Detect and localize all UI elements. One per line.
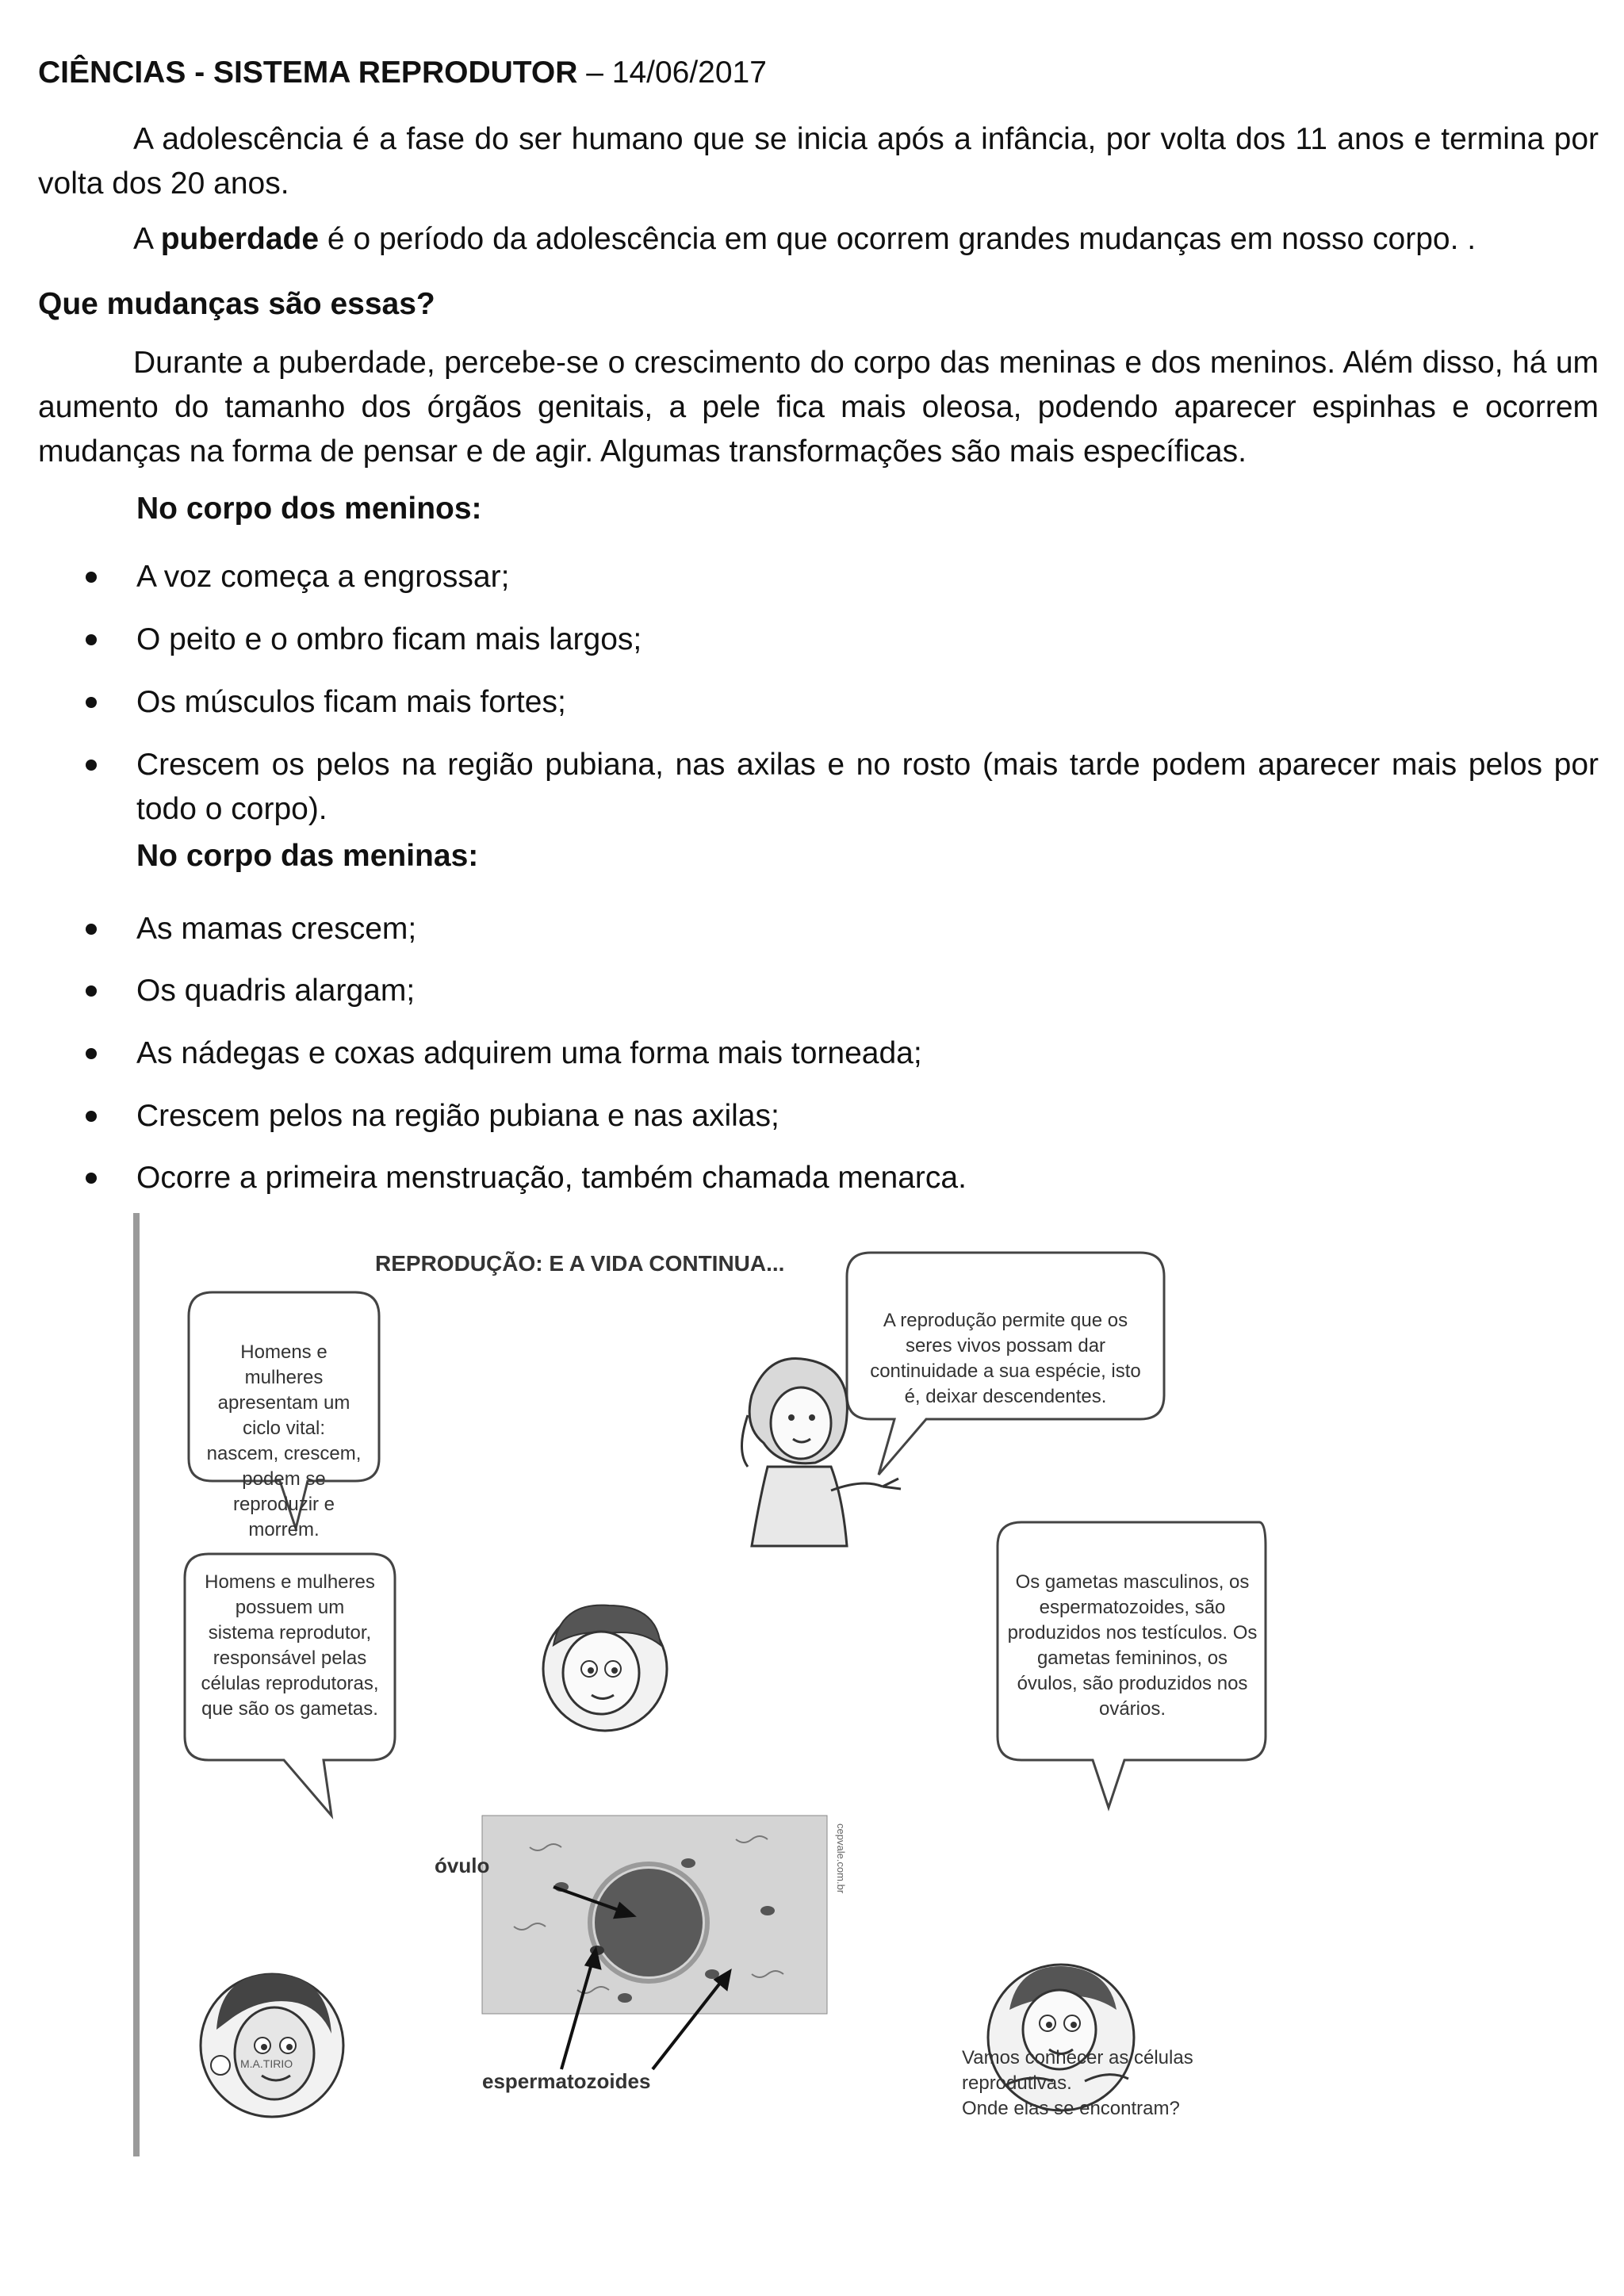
caption-line-1: Vamos conhecer as células <box>962 2047 1193 2068</box>
document-title <box>38 51 767 95</box>
artist-credit: M.A.TIRIO <box>240 2057 293 2070</box>
girls-item-4: Crescem pelos na região pubiana e nas axilas; <box>136 1099 779 1133</box>
girl-character-icon <box>201 1974 343 2117</box>
bullet <box>86 985 97 997</box>
puberty-bold: puberdade <box>160 222 320 256</box>
title-date: – 14/06/2017 <box>577 55 767 90</box>
boys-item-4: Crescem os pelos na região pubiana, nas axilas e no rosto (mais tarde podem aparecer mais pelos por todo o corpo). <box>136 748 1599 826</box>
boys-heading: No corpo dos meninos: <box>136 492 482 526</box>
figure-title: REPRODUÇÃO: E A VIDA CONTINUA... <box>375 1251 785 1276</box>
caption-line-2: reprodutivas. <box>962 2072 1072 2094</box>
caption-line-3: Onde elas se encontram? <box>962 2098 1180 2119</box>
label-ovulo: óvulo <box>435 1854 490 1877</box>
bullet <box>86 572 97 583</box>
paragraph-puberty <box>133 217 1476 262</box>
boy-character-icon <box>543 1605 667 1731</box>
bullet <box>86 697 97 708</box>
boys-item-3: Os músculos ficam mais fortes; <box>136 685 566 719</box>
bullet <box>86 1048 97 1059</box>
boys-item-2: O peito e o ombro ficam mais largos; <box>136 622 642 656</box>
question-heading: Que mudanças são essas? <box>38 287 435 321</box>
boys-item-1: A voz começa a engrossar; <box>136 560 510 594</box>
bullet <box>86 760 97 771</box>
bullet <box>86 1111 97 1122</box>
bubble-2-text: A reprodução permite que os seres vivos possam dar continuidade a sua espécie, isto é, deixar descendentes. <box>870 1310 1141 1407</box>
girls-heading: No corpo das meninas: <box>136 839 479 873</box>
puberty-suffix: é o período da adolescência em que ocorrem grandes mudanças em nosso corpo. . <box>319 222 1477 256</box>
puberty-prefix: A <box>133 222 161 256</box>
reproduction-illustration <box>133 1213 1267 2164</box>
bullet <box>86 1173 97 1184</box>
title-subject: CIÊNCIAS - SISTEMA REPRODUTOR <box>38 55 578 90</box>
girls-item-2: Os quadris alargam; <box>136 974 416 1008</box>
girls-item-1: As mamas crescem; <box>136 912 417 946</box>
bubble-3-text: Homens e mulheres possuem um sistema reprodutor, responsável pelas células reprodutoras, que são os gametas. <box>201 1571 379 1720</box>
egg-and-sperm-photo <box>482 1816 827 2014</box>
girls-item-3: As nádegas e coxas adquirem uma forma mais torneada; <box>136 1036 922 1070</box>
bubble-4-text: Os gametas masculinos, os espermatozoides, são produzidos nos testículos. Os gametas femininos, os óvulos, são produzidos nos ovários. <box>1007 1571 1258 1720</box>
bubble-1-text: Homens e mulheres apresentam um ciclo vital: nascem, crescem, podem se reproduzir e morrem. <box>206 1341 362 1540</box>
paragraph-adolescence: A adolescência é a fase do ser humano que se inicia após a infância, por volta dos 11 anos e termina por volta dos 20 anos. <box>38 122 1599 201</box>
bullet <box>86 634 97 645</box>
label-espermatozoides: espermatozoides <box>482 2069 651 2093</box>
paragraph-changes: Durante a puberdade, percebe-se o crescimento do corpo das meninas e dos meninos. Além disso, há um aumento do tamanho dos órgãos genitais, a pele fica mais oleosa, podendo aparecer espinhas e ocorrem mudanças na forma de pensar e de agir. Algumas transformações são mais específicas. <box>38 346 1599 469</box>
girls-item-5: Ocorre a primeira menstruação, também chamada menarca. <box>136 1161 967 1195</box>
photo-credit: cepvale.com.br <box>835 1823 847 1894</box>
bullet <box>86 924 97 935</box>
